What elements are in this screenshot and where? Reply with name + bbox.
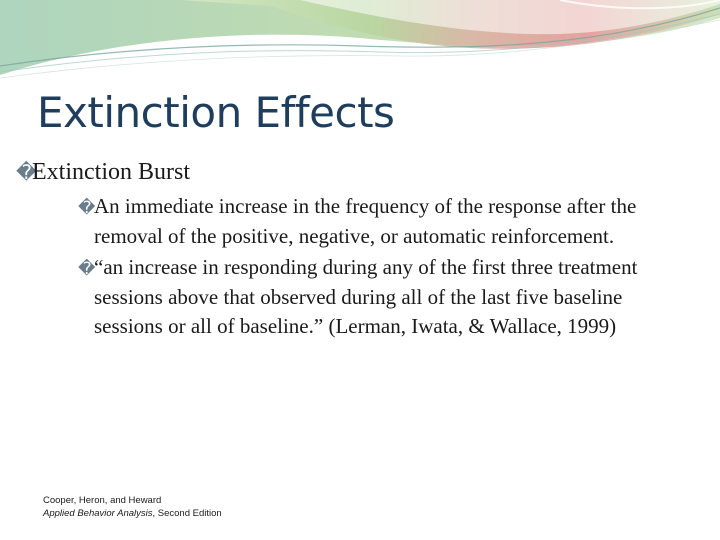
sub-bullet-quote [78, 253, 696, 342]
citation-edition: , Second Edition [152, 507, 222, 519]
bullet-extinction-burst [16, 156, 696, 188]
sub-bullet-text: An immediate increase in the frequency of the response after the removal of the positive, negative, or automatic reinforcement. [94, 194, 637, 248]
bullet-glyph-icon: � [78, 259, 96, 279]
citation-book [43, 508, 222, 521]
sub-bullet-definition [78, 192, 696, 251]
bullet-list [16, 156, 696, 342]
sub-bullet-text: “an increase in responding during any of the first three treatment sessions above that observed during all of the last five baseline sessions or all of baseline.” (Lerman, Iwata, & Wallace, 1999) [94, 255, 638, 338]
citation-authors: Cooper, Heron, and Heward [43, 495, 162, 506]
bullet-glyph-icon: � [16, 160, 37, 184]
source-citation [43, 495, 222, 520]
citation-book-title: Applied Behavior Analysis [43, 507, 153, 519]
bullet-text: Extinction Burst [32, 159, 190, 185]
bullet-glyph-icon: � [78, 198, 96, 218]
decorative-wave-banner [0, 0, 720, 90]
slide-title: Extinction Effects [37, 88, 395, 137]
